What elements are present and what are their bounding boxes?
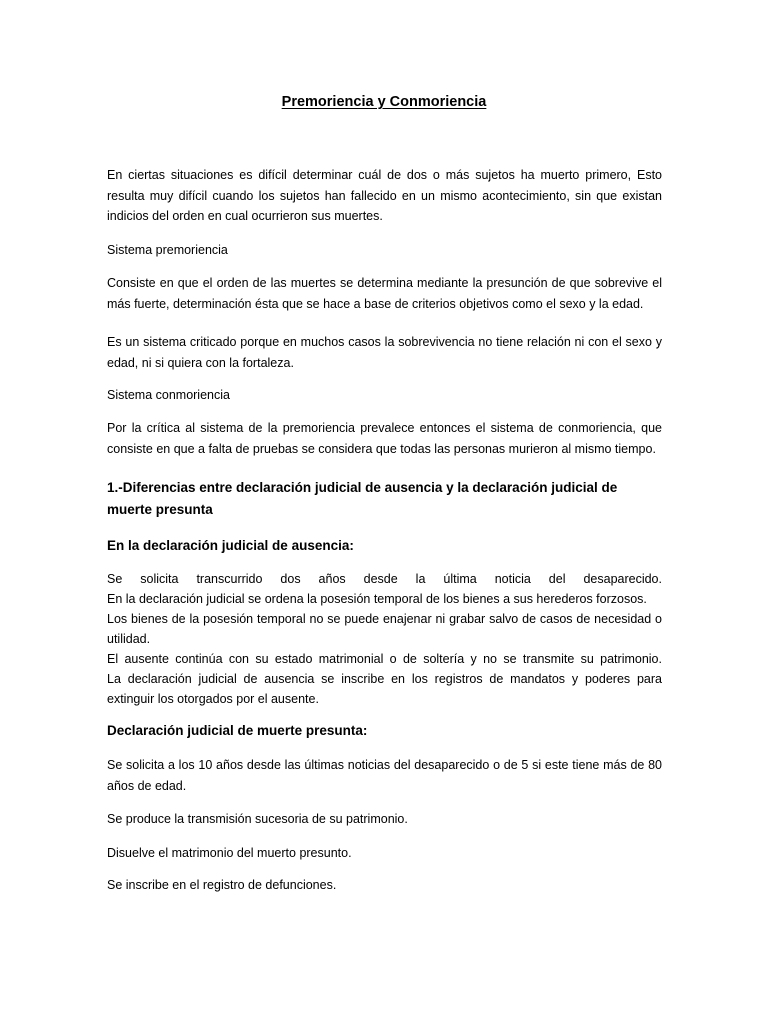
- ausencia-line-5: La declaración judicial de ausencia se inscribe en los registros de mandatos y poderes para extinguir los otorgados por el ausente.: [107, 672, 662, 706]
- muerte-item-2: Se produce la transmisión sucesoria de su patrimonio.: [107, 812, 408, 826]
- ausencia-line-4: El ausente continúa con su estado matrimonial o de soltería y no se transmite su patrimonio.: [107, 652, 662, 666]
- premoriencia-paragraph-1: Consiste en que el orden de las muertes se determina mediante la presunción de que sobrevive el más fuerte, determinación ésta que se hace a base de criterios objetivos como el sexo y la edad.: [107, 276, 662, 311]
- ausencia-list: [107, 569, 662, 709]
- muerte-item-3: Disuelve el matrimonio del muerto presunto.: [107, 846, 352, 860]
- conmoriencia-heading: Sistema conmoriencia: [107, 388, 230, 402]
- intro-paragraph: En ciertas situaciones es difícil determinar cuál de dos o más sujetos ha muerto primero, Esto resulta muy difícil cuando los sujetos han fallecido en un mismo acontecimiento, sin que existan indicios del orden en cual ocurrieron sus muertes.: [107, 168, 662, 223]
- ausencia-line-1: Se solicita transcurrido dos años desde la última noticia del desaparecido.: [107, 572, 662, 586]
- muerte-presunta-heading: Declaración judicial de muerte presunta:: [107, 723, 368, 738]
- muerte-item-4: Se inscribe en el registro de defunciones.: [107, 878, 337, 892]
- conmoriencia-paragraph: Por la crítica al sistema de la premoriencia prevalece entonces el sistema de conmoriencia, que consiste en que a falta de pruebas se considera que todas las personas murieron al mismo tiempo.: [107, 421, 662, 456]
- premoriencia-paragraph-2: Es un sistema criticado porque en muchos casos la sobrevivencia no tiene relación ni con el sexo y edad, ni si quiera con la fortaleza.: [107, 335, 662, 370]
- document-title: Premoriencia y Conmoriencia: [281, 94, 487, 110]
- premoriencia-heading: Sistema premoriencia: [107, 243, 228, 257]
- ausencia-line-2: En la declaración judicial se ordena la posesión temporal de los bienes a sus herederos forzosos.: [107, 592, 647, 606]
- ausencia-heading: En la declaración judicial de ausencia:: [107, 538, 354, 553]
- muerte-item-1: Se solicita a los 10 años desde las últimas noticias del desaparecido o de 5 si este tiene más de 80 años de edad.: [107, 758, 662, 793]
- section1-heading: 1.-Diferencias entre declaración judicial de ausencia y la declaración judicial de muerte presunta: [107, 480, 618, 517]
- ausencia-line-3: Los bienes de la posesión temporal no se puede enajenar ni grabar salvo de casos de necesidad o utilidad.: [107, 612, 662, 646]
